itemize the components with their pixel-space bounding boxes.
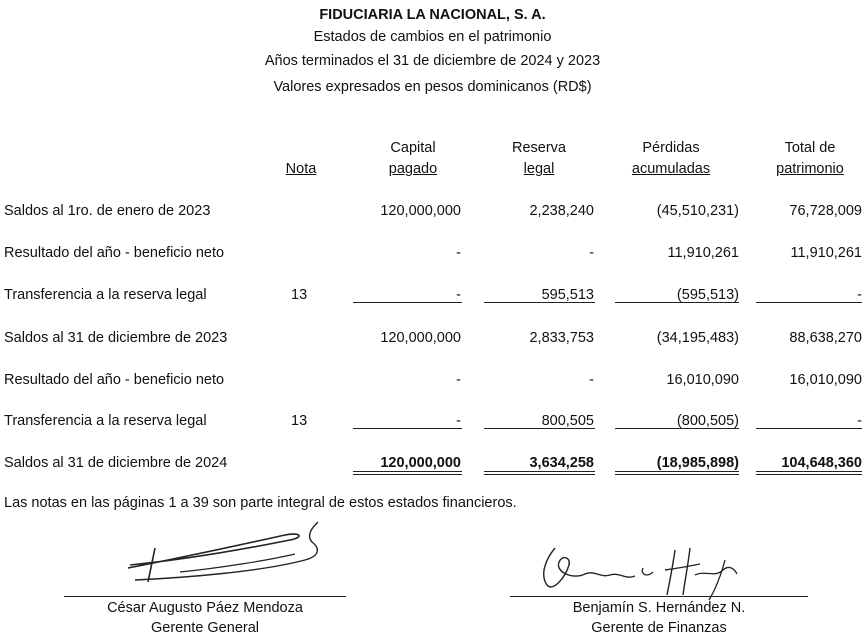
cell-capital: - [456, 287, 461, 303]
cell-capital: - [456, 245, 461, 261]
double-rule-top [615, 471, 739, 472]
double-rule-top [484, 471, 595, 472]
table-row [0, 245, 865, 267]
subtotal-rule [615, 428, 739, 429]
column-header-reserva-line2: legal [523, 161, 555, 177]
signature-left-name: César Augusto Páez Mendoza [107, 600, 303, 616]
column-header-nota-label: Nota [285, 161, 317, 177]
cell-total: 16,010,090 [789, 372, 862, 388]
subtotal-rule [484, 302, 595, 303]
cell-perdidas: 16,010,090 [666, 372, 739, 388]
cell-nota: 13 [291, 287, 308, 303]
column-header-capital-line1: Capital [390, 140, 436, 156]
column-header-reserva-line1: Reserva [512, 140, 566, 156]
row-label: Transferencia a la reserva legal [4, 413, 207, 429]
statement-period: Años terminados el 31 de diciembre de 2024 y 2023 [264, 53, 601, 69]
cell-reserva: 2,833,753 [529, 330, 594, 346]
cell-perdidas: (595,513) [676, 287, 739, 303]
subtotal-rule [353, 428, 462, 429]
cell-reserva: 2,238,240 [529, 203, 594, 219]
table-row [0, 287, 865, 309]
cell-total: 76,728,009 [789, 203, 862, 219]
cell-reserva: 800,505 [541, 413, 594, 429]
cell-perdidas: (45,510,231) [656, 203, 739, 219]
cell-perdidas: (34,195,483) [656, 330, 739, 346]
subtotal-rule [615, 302, 739, 303]
column-header-perdidas-line2: acumuladas [631, 161, 711, 177]
table-row [0, 203, 865, 225]
column-header-total [760, 138, 860, 180]
signature-left-handwriting [120, 520, 330, 600]
cell-perdidas: (800,505) [676, 413, 739, 429]
column-header-total-line1: Total de [784, 140, 836, 156]
cell-reserva: 3,634,258 [529, 455, 594, 471]
cell-capital: 120,000,000 [380, 455, 461, 471]
row-label: Saldos al 1ro. de enero de 2023 [4, 203, 211, 219]
table-row [0, 330, 865, 352]
statement-title: Estados de cambios en el patrimonio [313, 29, 552, 45]
table-row [0, 413, 865, 435]
column-header-perdidas-line1: Pérdidas [642, 140, 700, 156]
cell-capital: 120,000,000 [380, 330, 461, 346]
column-header-nota [278, 159, 324, 180]
row-label: Resultado del año - beneficio neto [4, 372, 225, 388]
double-rule-bottom [756, 474, 862, 475]
cell-perdidas: (18,985,898) [656, 455, 739, 471]
signature-right-line [510, 596, 808, 597]
column-header-perdidas [614, 138, 728, 180]
statement-currency: Valores expresados en pesos dominicanos (RD$) [273, 79, 592, 95]
cell-nota: 13 [291, 413, 308, 429]
signature-right-title: Gerente de Finanzas [591, 620, 727, 636]
double-rule-bottom [353, 474, 462, 475]
cell-perdidas: 11,910,261 [667, 245, 739, 261]
column-header-capital [362, 138, 464, 180]
double-rule-top [756, 471, 862, 472]
cell-reserva: - [589, 372, 594, 388]
company-name: FIDUCIARIA LA NACIONAL, S. A. [319, 7, 546, 23]
double-rule-top [353, 471, 462, 472]
row-label: Saldos al 31 de diciembre de 2024 [4, 455, 228, 471]
column-header-total-line2: patrimonio [776, 161, 844, 177]
double-rule-bottom [484, 474, 595, 475]
signature-right-handwriting [525, 540, 745, 602]
signature-left-line [64, 596, 346, 597]
cell-total: 11,910,261 [790, 245, 862, 261]
signature-right-name: Benjamín S. Hernández N. [572, 600, 746, 616]
row-label: Resultado del año - beneficio neto [4, 245, 225, 261]
cell-total: - [857, 413, 862, 429]
column-header-reserva [494, 138, 584, 180]
subtotal-rule [484, 428, 595, 429]
signature-left-title: Gerente General [150, 620, 259, 636]
table-row [0, 372, 865, 394]
row-label: Saldos al 31 de diciembre de 2023 [4, 330, 228, 346]
subtotal-rule [353, 302, 462, 303]
double-rule-bottom [615, 474, 739, 475]
column-header-capital-line2: pagado [388, 161, 438, 177]
cell-capital: 120,000,000 [380, 203, 461, 219]
subtotal-rule [756, 302, 862, 303]
footnote: Las notas en las páginas 1 a 39 son parte integral de estos estados financieros. [4, 495, 517, 511]
cell-capital: - [456, 413, 461, 429]
row-label: Transferencia a la reserva legal [4, 287, 207, 303]
cell-total: 88,638,270 [789, 330, 862, 346]
subtotal-rule [756, 428, 862, 429]
cell-reserva: - [589, 245, 594, 261]
cell-total: - [857, 287, 862, 303]
cell-capital: - [456, 372, 461, 388]
cell-total: 104,648,360 [781, 455, 862, 471]
cell-reserva: 595,513 [541, 287, 594, 303]
